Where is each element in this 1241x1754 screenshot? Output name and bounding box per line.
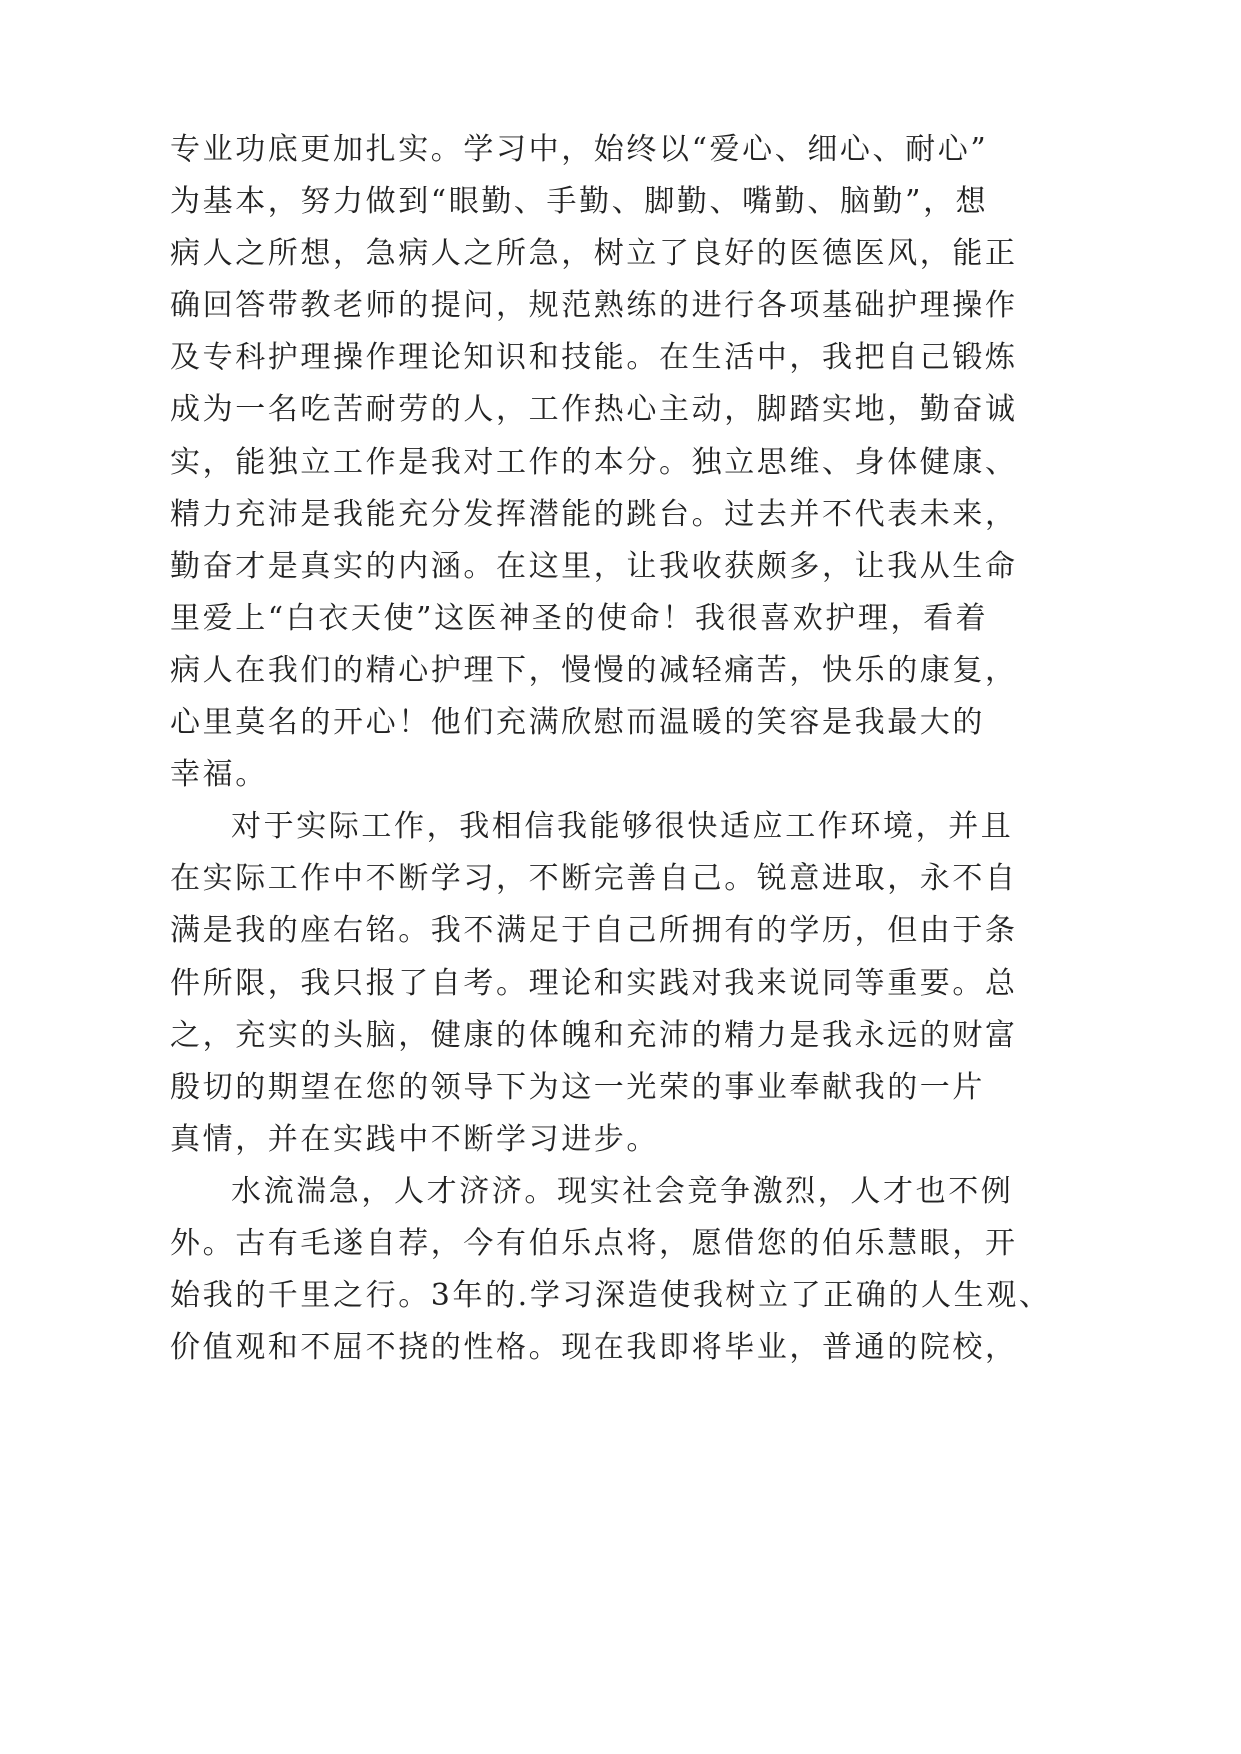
- text-line: 确回答带教老师的提问，规范熟练的进行各项基础护理操作: [170, 288, 1018, 324]
- text-line: 实，能独立工作是我对工作的本分。独立思维、身体健康、: [170, 444, 1018, 480]
- text-line: 价值观和不屈不挠的性格。现在我即将毕业，普通的院校，: [170, 1330, 1018, 1366]
- text-line: 及专科护理操作理论知识和技能。在生活中，我把自己锻炼: [170, 340, 1018, 376]
- text-line: 精力充沛是我能充分发挥潜能的跳台。过去并不代表未来，: [170, 496, 1018, 532]
- text-line: 幸福。: [170, 757, 268, 793]
- text-line: 外。古有毛遂自荐，今有伯乐点将，愿借您的伯乐慧眼，开: [170, 1225, 1018, 1261]
- text-line: 里爱上“白衣天使”这医神圣的使命！我很喜欢护理，看着: [170, 600, 989, 636]
- text-line: 水流湍急，人才济济。现实社会竞争激烈，人才也不例: [231, 1173, 1014, 1209]
- paragraph-3: [170, 1166, 1052, 1374]
- text-line: 满是我的座右铭。我不满足于自己所拥有的学历，但由于条: [170, 913, 1018, 949]
- text-line: 专业功底更加扎实。学习中，始终以“爱心、细心、耐心”: [170, 132, 989, 167]
- text-line: 在实际工作中不断学习，不断完善自己。锐意进取，永不自: [170, 861, 1018, 897]
- text-line: 心里莫名的开心！他们充满欣慰而温暖的笑容是我最大的: [170, 705, 985, 741]
- document-page: [170, 124, 1052, 1374]
- text-line: 病人在我们的精心护理下，慢慢的减轻痛苦，快乐的康复，: [170, 652, 1018, 688]
- text-line: 为基本，努力做到“眼勤、手勤、脚勤、嘴勤、脑勤”，想: [170, 184, 989, 220]
- text-line: 真情，并在实践中不断学习进步。: [170, 1121, 659, 1157]
- text-line: 病人之所想，急病人之所急，树立了良好的医德医风，能正: [170, 236, 1018, 272]
- text-line: 殷切的期望在您的领导下为这一光荣的事业奉献我的一片: [170, 1069, 985, 1105]
- text-line: 之，充实的头脑，健康的体魄和充沛的精力是我永远的财富: [170, 1017, 1018, 1053]
- paragraph-1: [170, 124, 1018, 801]
- text-line: 对于实际工作，我相信我能够很快适应工作环境，并且: [231, 809, 1014, 845]
- paragraph-2: [170, 801, 1018, 1166]
- text-line: 成为一名吃苦耐劳的人，工作热心主动，脚踏实地，勤奋诚: [170, 392, 1018, 428]
- text-line: 件所限，我只报了自考。理论和实践对我来说同等重要。总: [170, 965, 1018, 1001]
- text-line: 始我的千里之行。3年的.学习深造使我树立了正确的人生观、: [170, 1278, 1052, 1314]
- text-line: 勤奋才是真实的内涵。在这里，让我收获颇多，让我从生命: [170, 548, 1018, 584]
